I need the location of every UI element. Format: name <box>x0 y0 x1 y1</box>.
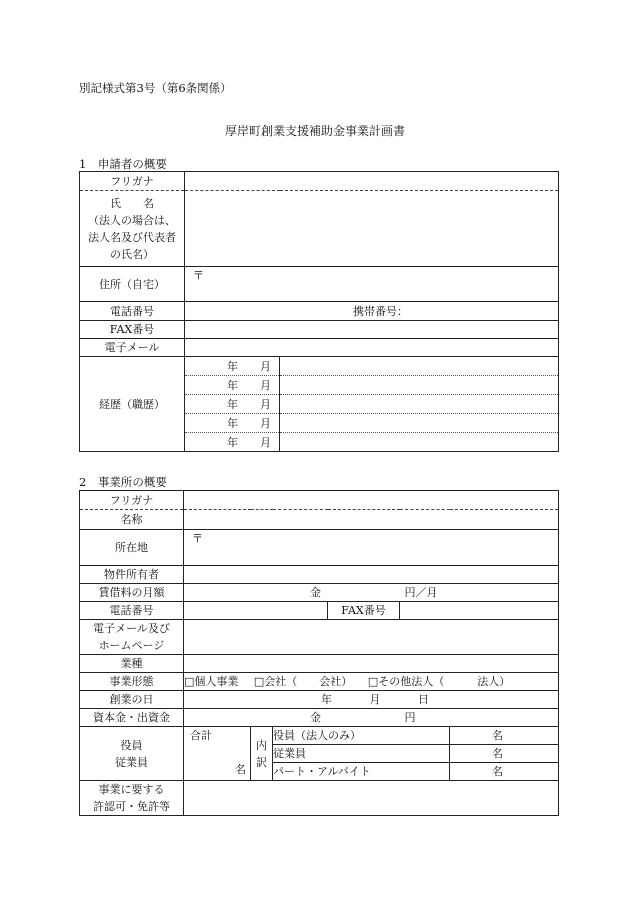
business-furigana-field[interactable] <box>184 491 559 510</box>
founding-date-label: 創業の日 <box>80 691 184 709</box>
capital-field[interactable] <box>184 709 559 727</box>
staff-total[interactable] <box>184 727 251 781</box>
capital-suffix: 円 <box>404 711 416 724</box>
staff-total-label: 合計 <box>190 729 212 742</box>
applicant-name-label-line2: （法人の場合は、 <box>88 213 176 227</box>
capital-row <box>80 709 559 727</box>
applicant-email-label: 電子メール <box>80 339 185 357</box>
capital-label: 資本金・出資金 <box>80 709 184 727</box>
business-email-row <box>80 620 559 655</box>
applicant-name-label-line1: 氏 名 <box>110 196 154 210</box>
staff-row-officers <box>80 727 559 745</box>
staff-label-line1: 役員 <box>120 738 143 752</box>
applicant-phone-row <box>80 302 559 321</box>
career-date[interactable] <box>185 376 280 395</box>
section2-heading: 2 事業所の概要 <box>79 475 167 489</box>
staff-total-unit: 名 <box>235 763 246 776</box>
applicant-table <box>79 171 559 452</box>
business-table <box>79 490 559 816</box>
business-form-label: 事業形態 <box>80 673 184 691</box>
career-year: 年 <box>227 378 238 392</box>
rent-prefix: 金 <box>310 586 321 599</box>
applicant-furigana-label: フリガナ <box>80 172 185 191</box>
breakdown-label <box>251 727 273 781</box>
business-location-label: 所在地 <box>80 530 184 566</box>
breakdown-employees-unit: 名 <box>492 747 503 760</box>
breakdown-employees-count[interactable] <box>450 745 559 763</box>
founding-year: 年 <box>321 693 332 706</box>
business-form-options <box>184 673 559 691</box>
breakdown-label-line1: 内 <box>256 738 267 752</box>
applicant-furigana-field[interactable] <box>185 172 559 191</box>
rent-suffix: 円／月 <box>404 586 438 599</box>
business-furigana-label: フリガナ <box>80 491 184 510</box>
document-title: 厚岸町創業支援補助金事業計画書 <box>224 124 405 138</box>
applicant-fax-row <box>80 321 559 339</box>
applicant-email-row <box>80 339 559 357</box>
applicant-name-field[interactable] <box>185 191 559 267</box>
career-detail[interactable] <box>280 433 559 452</box>
business-email-field[interactable] <box>184 620 559 655</box>
career-year: 年 <box>227 416 238 430</box>
career-month: 月 <box>260 435 271 449</box>
business-name-row <box>80 510 559 530</box>
breakdown-officers-count[interactable] <box>450 727 559 745</box>
business-name-field[interactable] <box>184 510 559 530</box>
applicant-name-label-line3: 法人名及び代表者 <box>88 230 176 244</box>
business-phone-label: 電話番号 <box>80 602 184 620</box>
founding-date-row <box>80 691 559 709</box>
career-month: 月 <box>260 359 271 373</box>
applicant-name-label <box>80 191 185 267</box>
postal-mark: 〒 <box>193 269 204 282</box>
staff-label <box>80 727 184 781</box>
founding-day: 日 <box>418 693 429 706</box>
checkbox-other-corporation[interactable]: □その他法人（ 法人） <box>367 675 511 688</box>
breakdown-officers-label: 役員（法人のみ） <box>273 727 450 745</box>
business-location-field[interactable] <box>184 530 559 566</box>
career-year: 年 <box>227 435 238 449</box>
breakdown-part-time-count[interactable] <box>450 763 559 781</box>
checkbox-sole-proprietor[interactable]: □個人事業 <box>184 675 239 688</box>
career-date[interactable] <box>185 414 280 433</box>
applicant-phone-label: 電話番号 <box>80 302 185 321</box>
postal-mark: 〒 <box>192 532 203 545</box>
career-year: 年 <box>227 359 238 373</box>
breakdown-employees-label: 従業員 <box>273 745 450 763</box>
permits-label <box>80 781 184 816</box>
applicant-fax-label: FAX番号 <box>80 321 185 339</box>
career-year: 年 <box>227 397 238 411</box>
rent-label: 賃借料の月額 <box>80 584 184 602</box>
breakdown-part-time-unit: 名 <box>492 765 503 778</box>
applicant-address-field[interactable] <box>185 267 559 302</box>
industry-row <box>80 655 559 673</box>
career-date[interactable] <box>185 395 280 414</box>
business-phone-row <box>80 602 559 620</box>
applicant-email-field[interactable] <box>185 339 559 357</box>
career-detail[interactable] <box>280 376 559 395</box>
industry-field[interactable] <box>184 655 559 673</box>
career-detail[interactable] <box>280 357 559 376</box>
business-location-row <box>80 530 559 566</box>
business-email-label-line1: 電子メール及び <box>93 622 170 635</box>
business-email-label <box>80 620 184 655</box>
permits-label-line2: 許認可・免許等 <box>93 800 170 813</box>
applicant-furigana-row <box>80 172 559 191</box>
business-furigana-row <box>80 491 559 510</box>
founding-month: 月 <box>369 693 381 706</box>
checkbox-company[interactable]: □会社（ 会社） <box>253 675 353 688</box>
applicant-address-row <box>80 267 559 302</box>
career-row <box>80 357 559 376</box>
business-fax-field[interactable] <box>400 602 559 620</box>
capital-prefix: 金 <box>310 711 321 724</box>
breakdown-officers-unit: 名 <box>492 729 503 742</box>
applicant-name-label-line4: の氏名） <box>110 247 154 261</box>
career-month: 月 <box>260 416 271 430</box>
applicant-fax-field[interactable] <box>185 321 559 339</box>
career-detail[interactable] <box>280 395 559 414</box>
career-detail[interactable] <box>280 414 559 433</box>
business-phone-field[interactable] <box>184 602 328 620</box>
business-email-label-line2: ホームページ <box>98 639 165 652</box>
form-code: 別記様式第3号（第6条関係） <box>79 81 232 95</box>
business-fax-label: FAX番号 <box>328 602 400 620</box>
applicant-name-row <box>80 191 559 267</box>
career-month: 月 <box>260 397 271 411</box>
breakdown-label-line2: 訳 <box>256 755 267 769</box>
founding-date-field[interactable] <box>184 691 559 709</box>
permits-field[interactable] <box>184 781 559 816</box>
property-owner-row <box>80 566 559 584</box>
property-owner-field[interactable] <box>184 566 559 584</box>
career-date[interactable] <box>185 357 280 376</box>
section1-heading: 1 申請者の概要 <box>79 157 167 171</box>
business-form-row <box>80 673 559 691</box>
rent-row <box>80 584 559 602</box>
career-month: 月 <box>260 378 271 392</box>
permits-label-line1: 事業に要する <box>98 783 165 796</box>
career-date[interactable] <box>185 433 280 452</box>
mobile-label: 携帯番号： <box>353 304 408 318</box>
staff-label-line2: 従業員 <box>115 755 148 769</box>
rent-field[interactable] <box>184 584 559 602</box>
permits-row <box>80 781 559 816</box>
industry-label: 業種 <box>80 655 184 673</box>
applicant-address-label: 住所（自宅） <box>80 267 185 302</box>
property-owner-label: 物件所有者 <box>80 566 184 584</box>
career-label: 経歴（職歴） <box>80 357 185 452</box>
breakdown-part-time-label: パート・アルバイト <box>273 763 450 781</box>
business-name-label: 名称 <box>80 510 184 530</box>
applicant-phone-field[interactable] <box>185 302 559 321</box>
